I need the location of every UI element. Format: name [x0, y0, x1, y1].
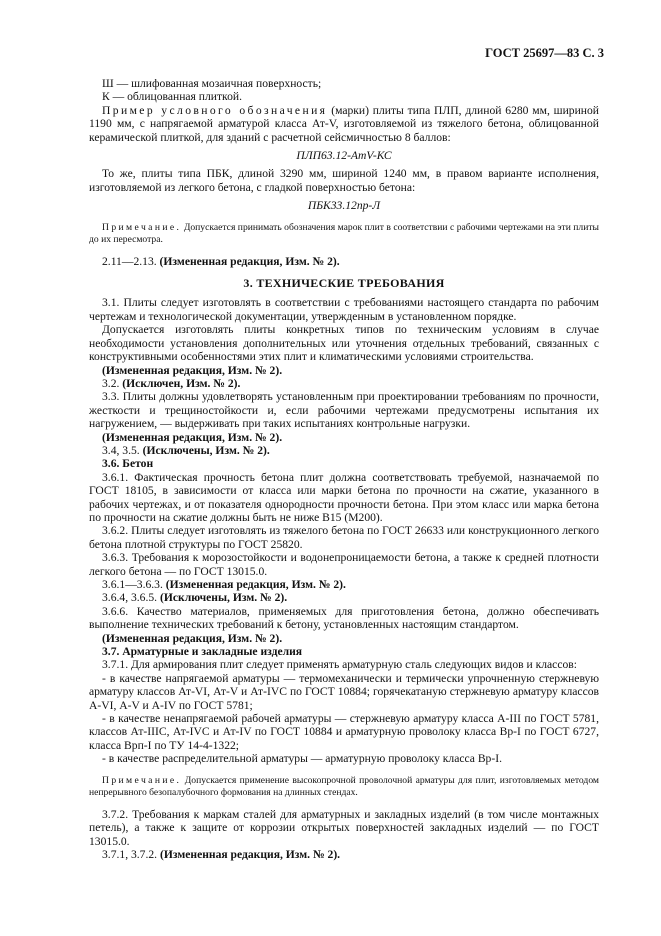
clause-3-2-num: 3.2.: [102, 376, 120, 390]
clause-3-6-1-3-amend: (Измененная редакция, Изм. № 2).: [165, 578, 346, 591]
example-1: [89, 104, 599, 144]
bullet-2: - в качестве ненапрягаемой рабочей арматуры — стержневую арматуру класса А-III по ГОСТ 5781, классов Ат-IIIC, Ат-IVC и Ат-IV по ГОСТ 10884 и арматурную проволоку класса Вр-I по ГОСТ 6727, класса Врп-I по ТУ 14-4-1322;: [89, 712, 599, 752]
clause-2-11: [89, 255, 599, 268]
note-1-text: Допускается принимать обозначения марок плит в соответствии с рабочими чертежами на эти плиты до их пересмотра.: [89, 221, 599, 245]
clause-3-1-b: Допускается изготовлять плиты конкретных типов по техническим условиям в случае необходимости установления дополнительных или уточнения отдельных требований, связанных с конструктивными особенностями этих плит и климатическими условиями строительства.: [89, 323, 599, 364]
note-1: [89, 222, 599, 246]
clause-3-7-2: 3.7.2. Требования к маркам сталей для арматурных и закладных изделий (в том числе монтажных петель), а также к защите от коррозии открытых поверхностей закладных изделий — по ГОСТ 13015.0.: [89, 807, 599, 848]
clause-3-4-amend: (Исключены, Изм. № 2).: [142, 443, 270, 457]
note-2-lead: Примечание.: [102, 774, 182, 786]
example-1-lead: Пример условного обозначения: [102, 103, 328, 117]
clause-3-7-1-2: [89, 848, 599, 861]
amendment-1: (Измененная редакция, Изм. № 2).: [102, 363, 283, 377]
clause-3-6-title: 3.6. Бетон: [102, 457, 154, 471]
note-2-text: Допускается применение высокопрочной проволочной арматуры для плит, изготовляемых методом непрерывного безопалубочного формования на длинных стендах.: [89, 774, 599, 798]
amendment-2: (Измененная редакция, Изм. № 2).: [102, 430, 283, 444]
bullet-1: - в качестве напрягаемой арматуры — термомеханически и термически упрочненную стержневую арматуру классов Ат-VI, Ат-V и Ат-IVC по ГОСТ 10884; горячекатаную стержневую арматуру классов А-VI, А-V и А-IV по ГОСТ 5781;: [89, 671, 599, 712]
clause-3-6-4-num: 3.6.4, 3.6.5.: [102, 591, 158, 605]
clause-3-6-1: 3.6.1. Фактическая прочность бетона плит должна соответствовать требуемой, назначаемой по ГОСТ 18105, в зависимости от класса или марки бетона по прочности на сжатие, указанного в рабочих чертежах, и от показателя однородности прочности бетона. При этом класс или марка бетона по прочности на сжатие должны быть не ниже В15 (М200).: [89, 470, 599, 524]
clause-3-6-1-3-num: 3.6.1—3.6.3.: [102, 578, 163, 591]
clause-2-11-num: 2.11—2.13.: [102, 254, 157, 268]
clause-3-6-4-amend: (Исключены, Изм. № 2).: [159, 591, 288, 605]
legend-sh: Ш — шлифованная мозаичная поверхность;: [102, 77, 322, 90]
clause-3-6-3: 3.6.3. Требования к морозостойкости и водонепроницаемости бетона, а также к средней плотности легкого бетона — по ГОСТ 13015.0.: [89, 551, 599, 578]
example-2: То же, плиты типа ПБК, длиной 3290 мм, шириной 1240 мм, в правом варианте исполнения, изготовляемой из легкого бетона, с гладкой поверхностью бетона:: [89, 167, 599, 194]
clause-3-6-1-3: [89, 578, 599, 591]
clause-3-2-amend: (Исключен, Изм. № 2).: [122, 376, 241, 390]
clause-3-7-1-2-num: 3.7.1, 3.7.2.: [102, 847, 158, 861]
clause-3-6-2: 3.6.2. Плиты следует изготовлять из тяжелого бетона по ГОСТ 26633 или конструкционного легкого бетона плотной структуры по ГОСТ 25820.: [89, 524, 599, 551]
mark-2: ПБК33.12пр-Л: [307, 199, 381, 213]
mark-1: ПЛП63.12-АтV-КС: [296, 149, 392, 163]
clause-3-1: 3.1. Плиты следует изготовлять в соответствии с требованиями настоящего стандарта по рабочим чертежам и технологической документации, утвержденным в установленном порядке.: [89, 296, 599, 323]
bullet-3: - в качестве распределительной арматуры — арматурную проволоку класса Вр-I.: [102, 752, 502, 766]
note-2: [89, 775, 599, 799]
clause-3-6-6: 3.6.6. Качество материалов, применяемых для приготовления бетона, должно обеспечивать выполнение технических требований к бетону, установленных настоящим стандартом.: [89, 604, 599, 632]
clause-3-7-1: 3.7.1. Для армирования плит следует применять арматурную сталь следующих видов и классов:: [102, 658, 577, 672]
clause-3-4-num: 3.4, 3.5.: [102, 443, 140, 457]
legend-k: К — облицованная плиткой.: [102, 90, 242, 104]
amendment-3: (Измененная редакция, Изм. № 2).: [102, 631, 283, 645]
document-body: [89, 77, 599, 861]
clause-3-4: [89, 444, 599, 457]
example-1-text: (марки) плиты типа ПЛП, длиной 6280 мм, шириной 1190 мм, с напрягаемой арматурой класса Ат-V, изготовляемой из тяжелого бетона, облицованной керамической плиткой, для зданий с расчетной сейсмичностью 8 баллов:: [89, 103, 599, 144]
clause-3-2: [89, 377, 599, 390]
clause-3-7-1-2-amend: (Измененная редакция, Изм. № 2).: [159, 847, 341, 861]
section-title: 3. ТЕХНИЧЕСКИЕ ТРЕБОВАНИЯ: [243, 276, 445, 291]
note-1-lead: Примечание.: [102, 221, 182, 233]
clause-3-7-title: 3.7. Арматурные и закладные изделия: [102, 645, 303, 659]
page-header: ГОСТ 25697—83 С. 3: [485, 46, 604, 60]
clause-3-3: 3.3. Плиты должны удовлетворять установленным при проектировании требованиям по прочности, жесткости и трещиностойкости и, если рабочими чертежами предусмотрены испытания их нагружением, — выдерживать при таких испытаниях контрольные нагрузки.: [89, 390, 599, 431]
clause-3-6-4: [89, 591, 599, 604]
clause-2-11-amend: (Измененная редакция, Изм. № 2).: [159, 254, 340, 268]
